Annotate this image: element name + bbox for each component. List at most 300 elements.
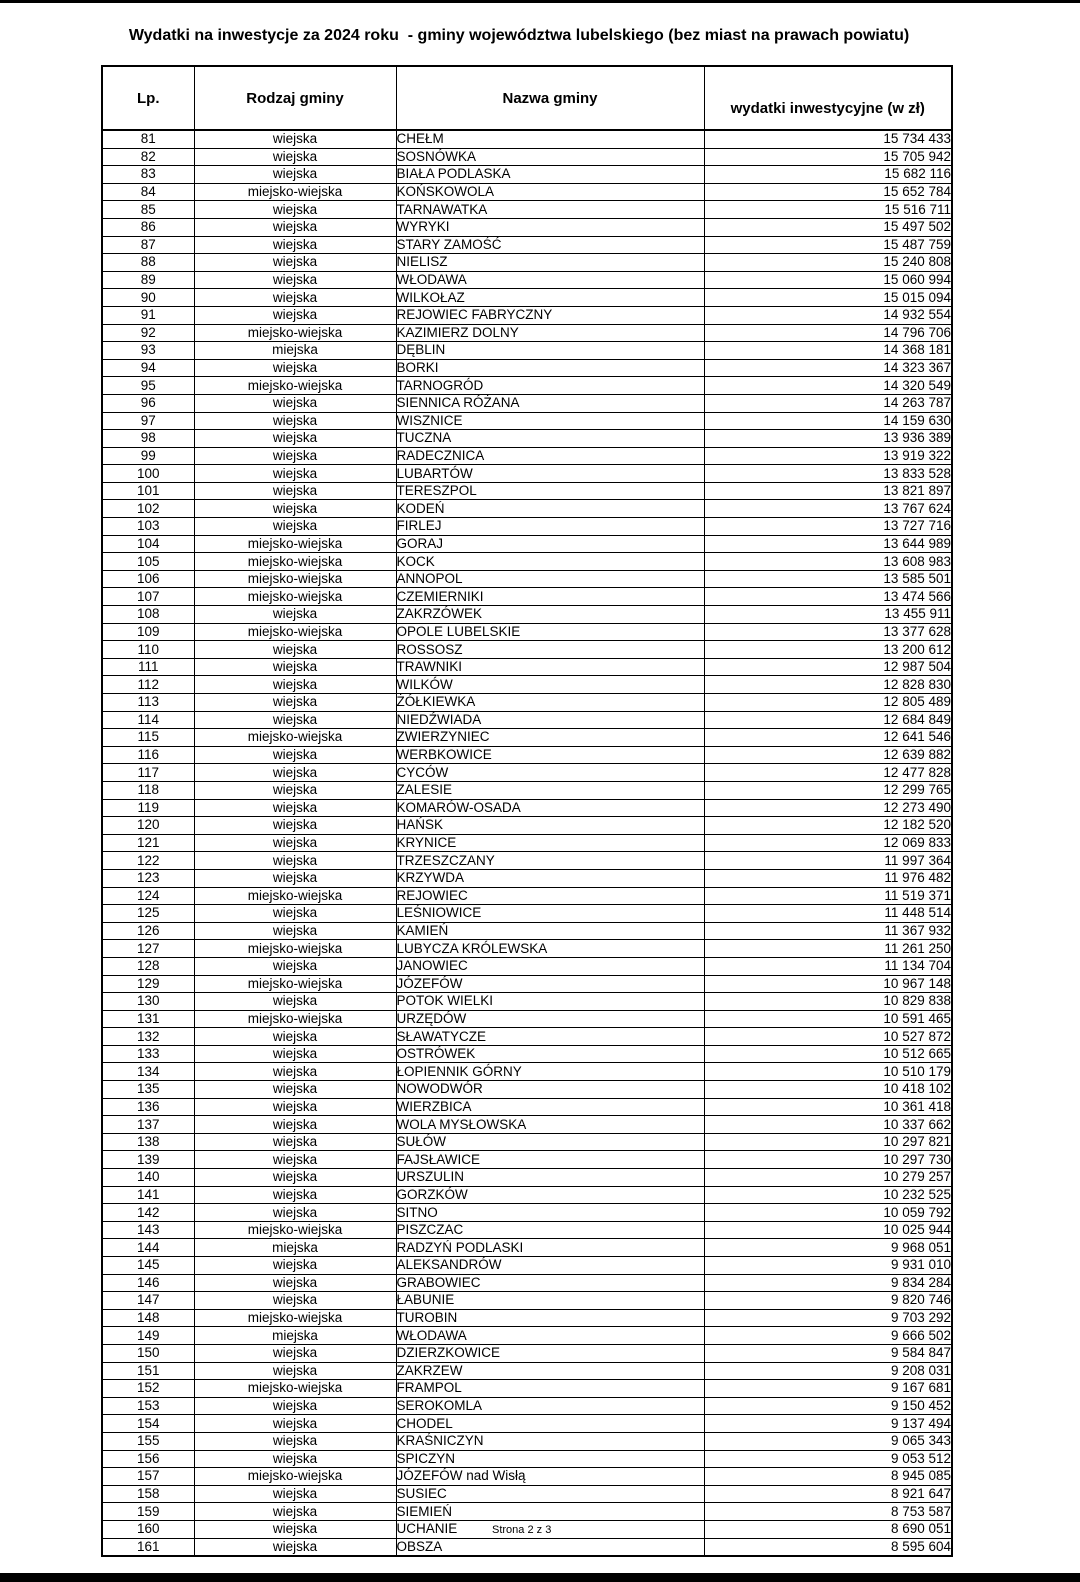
cell-nazwa-gminy: KRAŚNICZYN: [396, 1432, 704, 1450]
cell-lp: 108: [102, 606, 194, 624]
cell-rodzaj-gminy: wiejska: [194, 1485, 396, 1503]
cell-rodzaj-gminy: wiejska: [194, 1503, 396, 1521]
cell-lp: 115: [102, 729, 194, 747]
cell-nazwa-gminy: NOWODWÓR: [396, 1081, 704, 1099]
table-row: [102, 412, 952, 430]
cell-lp: 150: [102, 1344, 194, 1362]
cell-wydatki: 9 065 343: [704, 1432, 952, 1450]
cell-rodzaj-gminy: wiejska: [194, 817, 396, 835]
cell-lp: 112: [102, 676, 194, 694]
table-row: [102, 1380, 952, 1398]
cell-wydatki: 11 134 704: [704, 957, 952, 975]
table-row: [102, 1116, 952, 1134]
cell-lp: 124: [102, 887, 194, 905]
cell-nazwa-gminy: ALEKSANDRÓW: [396, 1257, 704, 1275]
table-row: [102, 306, 952, 324]
cell-lp: 84: [102, 183, 194, 201]
cell-nazwa-gminy: SIENNICA RÓŻANA: [396, 394, 704, 412]
cell-wydatki: 10 591 465: [704, 1010, 952, 1028]
cell-nazwa-gminy: KRZYWDA: [396, 869, 704, 887]
cell-nazwa-gminy: CZEMIERNIKI: [396, 588, 704, 606]
cell-lp: 148: [102, 1309, 194, 1327]
cell-wydatki: 12 639 882: [704, 746, 952, 764]
cell-rodzaj-gminy: wiejska: [194, 465, 396, 483]
table-row: [102, 271, 952, 289]
table-row: [102, 746, 952, 764]
table-row: [102, 1503, 952, 1521]
table-row: [102, 465, 952, 483]
table-row: [102, 1344, 952, 1362]
cell-wydatki: 9 053 512: [704, 1450, 952, 1468]
cell-wydatki: 10 025 944: [704, 1221, 952, 1239]
cell-nazwa-gminy: ZAKRZEW: [396, 1362, 704, 1380]
cell-rodzaj-gminy: wiejska: [194, 834, 396, 852]
cell-nazwa-gminy: ŁOPIENNIK GÓRNY: [396, 1063, 704, 1081]
cell-rodzaj-gminy: wiejska: [194, 148, 396, 166]
cell-lp: 92: [102, 324, 194, 342]
table-body: [102, 130, 952, 1556]
table-row: [102, 535, 952, 553]
cell-wydatki: 9 931 010: [704, 1257, 952, 1275]
cell-rodzaj-gminy: wiejska: [194, 1133, 396, 1151]
cell-rodzaj-gminy: wiejska: [194, 394, 396, 412]
cell-nazwa-gminy: KOCK: [396, 553, 704, 571]
cell-lp: 130: [102, 993, 194, 1011]
cell-nazwa-gminy: SITNO: [396, 1204, 704, 1222]
cell-wydatki: 10 512 665: [704, 1045, 952, 1063]
cell-wydatki: 8 921 647: [704, 1485, 952, 1503]
cell-wydatki: 9 820 746: [704, 1292, 952, 1310]
cell-wydatki: 8 753 587: [704, 1503, 952, 1521]
cell-wydatki: 14 323 367: [704, 359, 952, 377]
table-row: [102, 711, 952, 729]
cell-nazwa-gminy: OSTRÓWEK: [396, 1045, 704, 1063]
cell-nazwa-gminy: REJOWIEC FABRYCZNY: [396, 306, 704, 324]
table-row: [102, 729, 952, 747]
cell-rodzaj-gminy: wiejska: [194, 518, 396, 536]
cell-lp: 98: [102, 430, 194, 448]
cell-wydatki: 13 936 389: [704, 430, 952, 448]
cell-nazwa-gminy: KOŃSKOWOLA: [396, 183, 704, 201]
cell-lp: 152: [102, 1380, 194, 1398]
cell-nazwa-gminy: WERBKOWICE: [396, 746, 704, 764]
cell-nazwa-gminy: NIELISZ: [396, 254, 704, 272]
cell-lp: 100: [102, 465, 194, 483]
cell-wydatki: 9 208 031: [704, 1362, 952, 1380]
cell-rodzaj-gminy: wiejska: [194, 254, 396, 272]
cell-wydatki: 14 263 787: [704, 394, 952, 412]
cell-rodzaj-gminy: miejsko-wiejska: [194, 1010, 396, 1028]
cell-lp: 159: [102, 1503, 194, 1521]
cell-lp: 121: [102, 834, 194, 852]
cell-wydatki: 10 527 872: [704, 1028, 952, 1046]
cell-wydatki: 13 474 566: [704, 588, 952, 606]
cell-rodzaj-gminy: wiejska: [194, 1520, 396, 1538]
table-row: [102, 1538, 952, 1556]
cell-wydatki: 11 448 514: [704, 905, 952, 923]
cell-wydatki: 10 967 148: [704, 975, 952, 993]
cell-nazwa-gminy: KAMIEŃ: [396, 922, 704, 940]
cell-nazwa-gminy: WOLA MYSŁOWSKA: [396, 1116, 704, 1134]
cell-lp: 138: [102, 1133, 194, 1151]
cell-rodzaj-gminy: wiejska: [194, 658, 396, 676]
cell-wydatki: 12 273 490: [704, 799, 952, 817]
table-row: [102, 764, 952, 782]
cell-wydatki: 15 240 808: [704, 254, 952, 272]
cell-rodzaj-gminy: wiejska: [194, 1362, 396, 1380]
cell-rodzaj-gminy: wiejska: [194, 1151, 396, 1169]
cell-wydatki: 9 968 051: [704, 1239, 952, 1257]
cell-lp: 91: [102, 306, 194, 324]
cell-rodzaj-gminy: wiejska: [194, 1063, 396, 1081]
cell-wydatki: 12 805 489: [704, 694, 952, 712]
cell-rodzaj-gminy: miejsko-wiejska: [194, 1468, 396, 1486]
cell-wydatki: 8 945 085: [704, 1468, 952, 1486]
cell-wydatki: 12 069 833: [704, 834, 952, 852]
cell-wydatki: 15 015 094: [704, 289, 952, 307]
cell-nazwa-gminy: TRZESZCZANY: [396, 852, 704, 870]
table-row: [102, 166, 952, 184]
cell-nazwa-gminy: WYRYKI: [396, 218, 704, 236]
header-wydatki: wydatki inwestycyjne (w zł): [704, 66, 952, 130]
cell-lp: 140: [102, 1169, 194, 1187]
cell-lp: 160: [102, 1520, 194, 1538]
cell-lp: 82: [102, 148, 194, 166]
top-border: [0, 0, 1080, 3]
cell-rodzaj-gminy: wiejska: [194, 1397, 396, 1415]
cell-lp: 116: [102, 746, 194, 764]
cell-lp: 106: [102, 570, 194, 588]
cell-rodzaj-gminy: wiejska: [194, 764, 396, 782]
cell-wydatki: 9 703 292: [704, 1309, 952, 1327]
cell-rodzaj-gminy: wiejska: [194, 412, 396, 430]
table-header-row: [102, 66, 952, 130]
cell-lp: 99: [102, 447, 194, 465]
table-row: [102, 500, 952, 518]
cell-rodzaj-gminy: miejsko-wiejska: [194, 940, 396, 958]
cell-lp: 153: [102, 1397, 194, 1415]
cell-lp: 107: [102, 588, 194, 606]
cell-nazwa-gminy: SUSIEC: [396, 1485, 704, 1503]
table-row: [102, 834, 952, 852]
table-row: [102, 236, 952, 254]
cell-wydatki: 12 684 849: [704, 711, 952, 729]
cell-rodzaj-gminy: wiejska: [194, 1081, 396, 1099]
table-row: [102, 623, 952, 641]
cell-nazwa-gminy: RADECZNICA: [396, 447, 704, 465]
cell-nazwa-gminy: CYCÓW: [396, 764, 704, 782]
cell-rodzaj-gminy: wiejska: [194, 1450, 396, 1468]
cell-nazwa-gminy: GORZKÓW: [396, 1186, 704, 1204]
cell-lp: 161: [102, 1538, 194, 1556]
cell-nazwa-gminy: ROSSOSZ: [396, 641, 704, 659]
table-row: [102, 1239, 952, 1257]
table-row: [102, 852, 952, 870]
header-rodzaj-gminy: Rodzaj gminy: [194, 66, 396, 130]
cell-lp: 87: [102, 236, 194, 254]
table-row: [102, 641, 952, 659]
table-row: [102, 676, 952, 694]
table-row: [102, 799, 952, 817]
cell-wydatki: 10 418 102: [704, 1081, 952, 1099]
cell-rodzaj-gminy: wiejska: [194, 430, 396, 448]
cell-lp: 144: [102, 1239, 194, 1257]
cell-lp: 154: [102, 1415, 194, 1433]
cell-rodzaj-gminy: wiejska: [194, 359, 396, 377]
cell-nazwa-gminy: TERESZPOL: [396, 482, 704, 500]
cell-lp: 119: [102, 799, 194, 817]
cell-nazwa-gminy: JÓZEFÓW nad Wisłą: [396, 1468, 704, 1486]
cell-lp: 158: [102, 1485, 194, 1503]
table-row: [102, 148, 952, 166]
cell-rodzaj-gminy: wiejska: [194, 166, 396, 184]
cell-rodzaj-gminy: wiejska: [194, 1116, 396, 1134]
cell-lp: 114: [102, 711, 194, 729]
cell-lp: 149: [102, 1327, 194, 1345]
table-row: [102, 1169, 952, 1187]
cell-lp: 111: [102, 658, 194, 676]
table-row: [102, 1133, 952, 1151]
cell-rodzaj-gminy: wiejska: [194, 1257, 396, 1275]
cell-nazwa-gminy: REJOWIEC: [396, 887, 704, 905]
cell-rodzaj-gminy: wiejska: [194, 1344, 396, 1362]
table-row: [102, 922, 952, 940]
cell-rodzaj-gminy: wiejska: [194, 1098, 396, 1116]
cell-wydatki: 10 337 662: [704, 1116, 952, 1134]
cell-lp: 88: [102, 254, 194, 272]
cell-lp: 145: [102, 1257, 194, 1275]
table-row: [102, 869, 952, 887]
cell-lp: 83: [102, 166, 194, 184]
cell-nazwa-gminy: SUŁÓW: [396, 1133, 704, 1151]
cell-nazwa-gminy: RADZYŃ PODLASKI: [396, 1239, 704, 1257]
cell-wydatki: 13 821 897: [704, 482, 952, 500]
cell-rodzaj-gminy: wiejska: [194, 1028, 396, 1046]
cell-lp: 123: [102, 869, 194, 887]
cell-nazwa-gminy: LUBYCZA KRÓLEWSKA: [396, 940, 704, 958]
table-row: [102, 430, 952, 448]
cell-wydatki: 8 690 051: [704, 1520, 952, 1538]
cell-nazwa-gminy: KODEŃ: [396, 500, 704, 518]
cell-wydatki: 15 652 784: [704, 183, 952, 201]
cell-wydatki: 13 455 911: [704, 606, 952, 624]
table-row: [102, 905, 952, 923]
table-row: [102, 218, 952, 236]
cell-lp: 102: [102, 500, 194, 518]
cell-wydatki: 13 585 501: [704, 570, 952, 588]
cell-wydatki: 11 261 250: [704, 940, 952, 958]
investment-table: [101, 65, 953, 1557]
table-row: [102, 1397, 952, 1415]
cell-rodzaj-gminy: wiejska: [194, 1538, 396, 1556]
table-row: [102, 1292, 952, 1310]
cell-rodzaj-gminy: wiejska: [194, 218, 396, 236]
table-row: [102, 570, 952, 588]
table-row: [102, 1450, 952, 1468]
cell-rodzaj-gminy: wiejska: [194, 746, 396, 764]
cell-wydatki: 15 734 433: [704, 130, 952, 148]
cell-wydatki: 13 608 983: [704, 553, 952, 571]
cell-lp: 151: [102, 1362, 194, 1380]
cell-nazwa-gminy: LUBARTÓW: [396, 465, 704, 483]
cell-rodzaj-gminy: miejska: [194, 1327, 396, 1345]
cell-nazwa-gminy: SIEMIEŃ: [396, 1503, 704, 1521]
table-row: [102, 1010, 952, 1028]
cell-wydatki: 13 919 322: [704, 447, 952, 465]
cell-nazwa-gminy: WILKOŁAZ: [396, 289, 704, 307]
cell-wydatki: 14 932 554: [704, 306, 952, 324]
table-row: [102, 553, 952, 571]
cell-wydatki: 15 497 502: [704, 218, 952, 236]
cell-wydatki: 10 232 525: [704, 1186, 952, 1204]
cell-nazwa-gminy: URZĘDÓW: [396, 1010, 704, 1028]
cell-wydatki: 15 516 711: [704, 201, 952, 219]
cell-wydatki: 9 167 681: [704, 1380, 952, 1398]
cell-rodzaj-gminy: miejsko-wiejska: [194, 975, 396, 993]
cell-wydatki: 12 477 828: [704, 764, 952, 782]
table-row: [102, 447, 952, 465]
cell-lp: 155: [102, 1432, 194, 1450]
cell-rodzaj-gminy: wiejska: [194, 711, 396, 729]
table-row: [102, 1186, 952, 1204]
cell-nazwa-gminy: FRAMPOL: [396, 1380, 704, 1398]
cell-wydatki: 13 377 628: [704, 623, 952, 641]
cell-nazwa-gminy: HAŃSK: [396, 817, 704, 835]
cell-nazwa-gminy: KAZIMIERZ DOLNY: [396, 324, 704, 342]
cell-nazwa-gminy: TUCZNA: [396, 430, 704, 448]
cell-lp: 132: [102, 1028, 194, 1046]
table-row: [102, 183, 952, 201]
cell-rodzaj-gminy: wiejska: [194, 869, 396, 887]
cell-rodzaj-gminy: miejsko-wiejska: [194, 324, 396, 342]
cell-nazwa-gminy: WIERZBICA: [396, 1098, 704, 1116]
table-row: [102, 1063, 952, 1081]
table-row: [102, 1432, 952, 1450]
cell-rodzaj-gminy: wiejska: [194, 641, 396, 659]
table-row: [102, 1045, 952, 1063]
cell-nazwa-gminy: SOSNÓWKA: [396, 148, 704, 166]
cell-lp: 147: [102, 1292, 194, 1310]
table-row: [102, 993, 952, 1011]
table-row: [102, 359, 952, 377]
cell-lp: 133: [102, 1045, 194, 1063]
cell-rodzaj-gminy: wiejska: [194, 500, 396, 518]
cell-wydatki: 9 137 494: [704, 1415, 952, 1433]
cell-nazwa-gminy: OPOLE LUBELSKIE: [396, 623, 704, 641]
cell-lp: 90: [102, 289, 194, 307]
cell-lp: 157: [102, 1468, 194, 1486]
table-row: [102, 324, 952, 342]
cell-rodzaj-gminy: wiejska: [194, 799, 396, 817]
cell-wydatki: 9 834 284: [704, 1274, 952, 1292]
cell-rodzaj-gminy: wiejska: [194, 922, 396, 940]
table-row: [102, 1485, 952, 1503]
cell-lp: 96: [102, 394, 194, 412]
cell-rodzaj-gminy: wiejska: [194, 236, 396, 254]
cell-lp: 142: [102, 1204, 194, 1222]
cell-wydatki: 13 644 989: [704, 535, 952, 553]
cell-rodzaj-gminy: wiejska: [194, 1432, 396, 1450]
table-row: [102, 1028, 952, 1046]
table-row: [102, 1221, 952, 1239]
table-row: [102, 342, 952, 360]
cell-nazwa-gminy: URSZULIN: [396, 1169, 704, 1187]
cell-nazwa-gminy: WŁODAWA: [396, 271, 704, 289]
table-row: [102, 1327, 952, 1345]
cell-rodzaj-gminy: miejsko-wiejska: [194, 1380, 396, 1398]
cell-rodzaj-gminy: miejsko-wiejska: [194, 623, 396, 641]
cell-rodzaj-gminy: wiejska: [194, 781, 396, 799]
cell-wydatki: 13 833 528: [704, 465, 952, 483]
cell-rodzaj-gminy: miejsko-wiejska: [194, 588, 396, 606]
cell-rodzaj-gminy: wiejska: [194, 1169, 396, 1187]
cell-nazwa-gminy: SPICZYN: [396, 1450, 704, 1468]
header-lp: Lp.: [102, 66, 194, 130]
cell-wydatki: 11 997 364: [704, 852, 952, 870]
cell-lp: 113: [102, 694, 194, 712]
cell-wydatki: 12 641 546: [704, 729, 952, 747]
cell-wydatki: 15 705 942: [704, 148, 952, 166]
cell-nazwa-gminy: BIAŁA PODLASKA: [396, 166, 704, 184]
cell-wydatki: 9 666 502: [704, 1327, 952, 1345]
cell-nazwa-gminy: DZIERZKOWICE: [396, 1344, 704, 1362]
cell-wydatki: 14 368 181: [704, 342, 952, 360]
table-row: [102, 957, 952, 975]
cell-lp: 97: [102, 412, 194, 430]
cell-wydatki: 10 059 792: [704, 1204, 952, 1222]
cell-wydatki: 12 182 520: [704, 817, 952, 835]
cell-lp: 122: [102, 852, 194, 870]
cell-nazwa-gminy: TRAWNIKI: [396, 658, 704, 676]
document-title: Wydatki na inwestycje za 2024 roku - gminy województwa lubelskiego (bez miast na prawach powiatu): [128, 27, 910, 44]
cell-rodzaj-gminy: miejska: [194, 342, 396, 360]
cell-wydatki: 10 510 179: [704, 1063, 952, 1081]
cell-rodzaj-gminy: wiejska: [194, 201, 396, 219]
cell-rodzaj-gminy: miejsko-wiejska: [194, 570, 396, 588]
cell-nazwa-gminy: ŁABUNIE: [396, 1292, 704, 1310]
table-row: [102, 1081, 952, 1099]
cell-rodzaj-gminy: wiejska: [194, 271, 396, 289]
cell-lp: 109: [102, 623, 194, 641]
cell-lp: 103: [102, 518, 194, 536]
cell-wydatki: 11 519 371: [704, 887, 952, 905]
cell-lp: 131: [102, 1010, 194, 1028]
cell-nazwa-gminy: POTOK WIELKI: [396, 993, 704, 1011]
cell-nazwa-gminy: PISZCZAC: [396, 1221, 704, 1239]
table-row: [102, 518, 952, 536]
table-row: [102, 377, 952, 395]
cell-rodzaj-gminy: miejsko-wiejska: [194, 553, 396, 571]
cell-rodzaj-gminy: miejsko-wiejska: [194, 535, 396, 553]
cell-wydatki: 15 060 994: [704, 271, 952, 289]
cell-rodzaj-gminy: wiejska: [194, 447, 396, 465]
table-row: [102, 975, 952, 993]
cell-nazwa-gminy: GORAJ: [396, 535, 704, 553]
cell-wydatki: 10 361 418: [704, 1098, 952, 1116]
table-row: [102, 130, 952, 148]
cell-wydatki: 15 682 116: [704, 166, 952, 184]
cell-lp: 89: [102, 271, 194, 289]
table-row: [102, 887, 952, 905]
cell-lp: 101: [102, 482, 194, 500]
cell-nazwa-gminy: KOMARÓW-OSADA: [396, 799, 704, 817]
cell-wydatki: 11 367 932: [704, 922, 952, 940]
table-row: [102, 606, 952, 624]
cell-rodzaj-gminy: wiejska: [194, 993, 396, 1011]
cell-wydatki: 10 297 821: [704, 1133, 952, 1151]
cell-lp: 118: [102, 781, 194, 799]
cell-nazwa-gminy: OBSZA: [396, 1538, 704, 1556]
